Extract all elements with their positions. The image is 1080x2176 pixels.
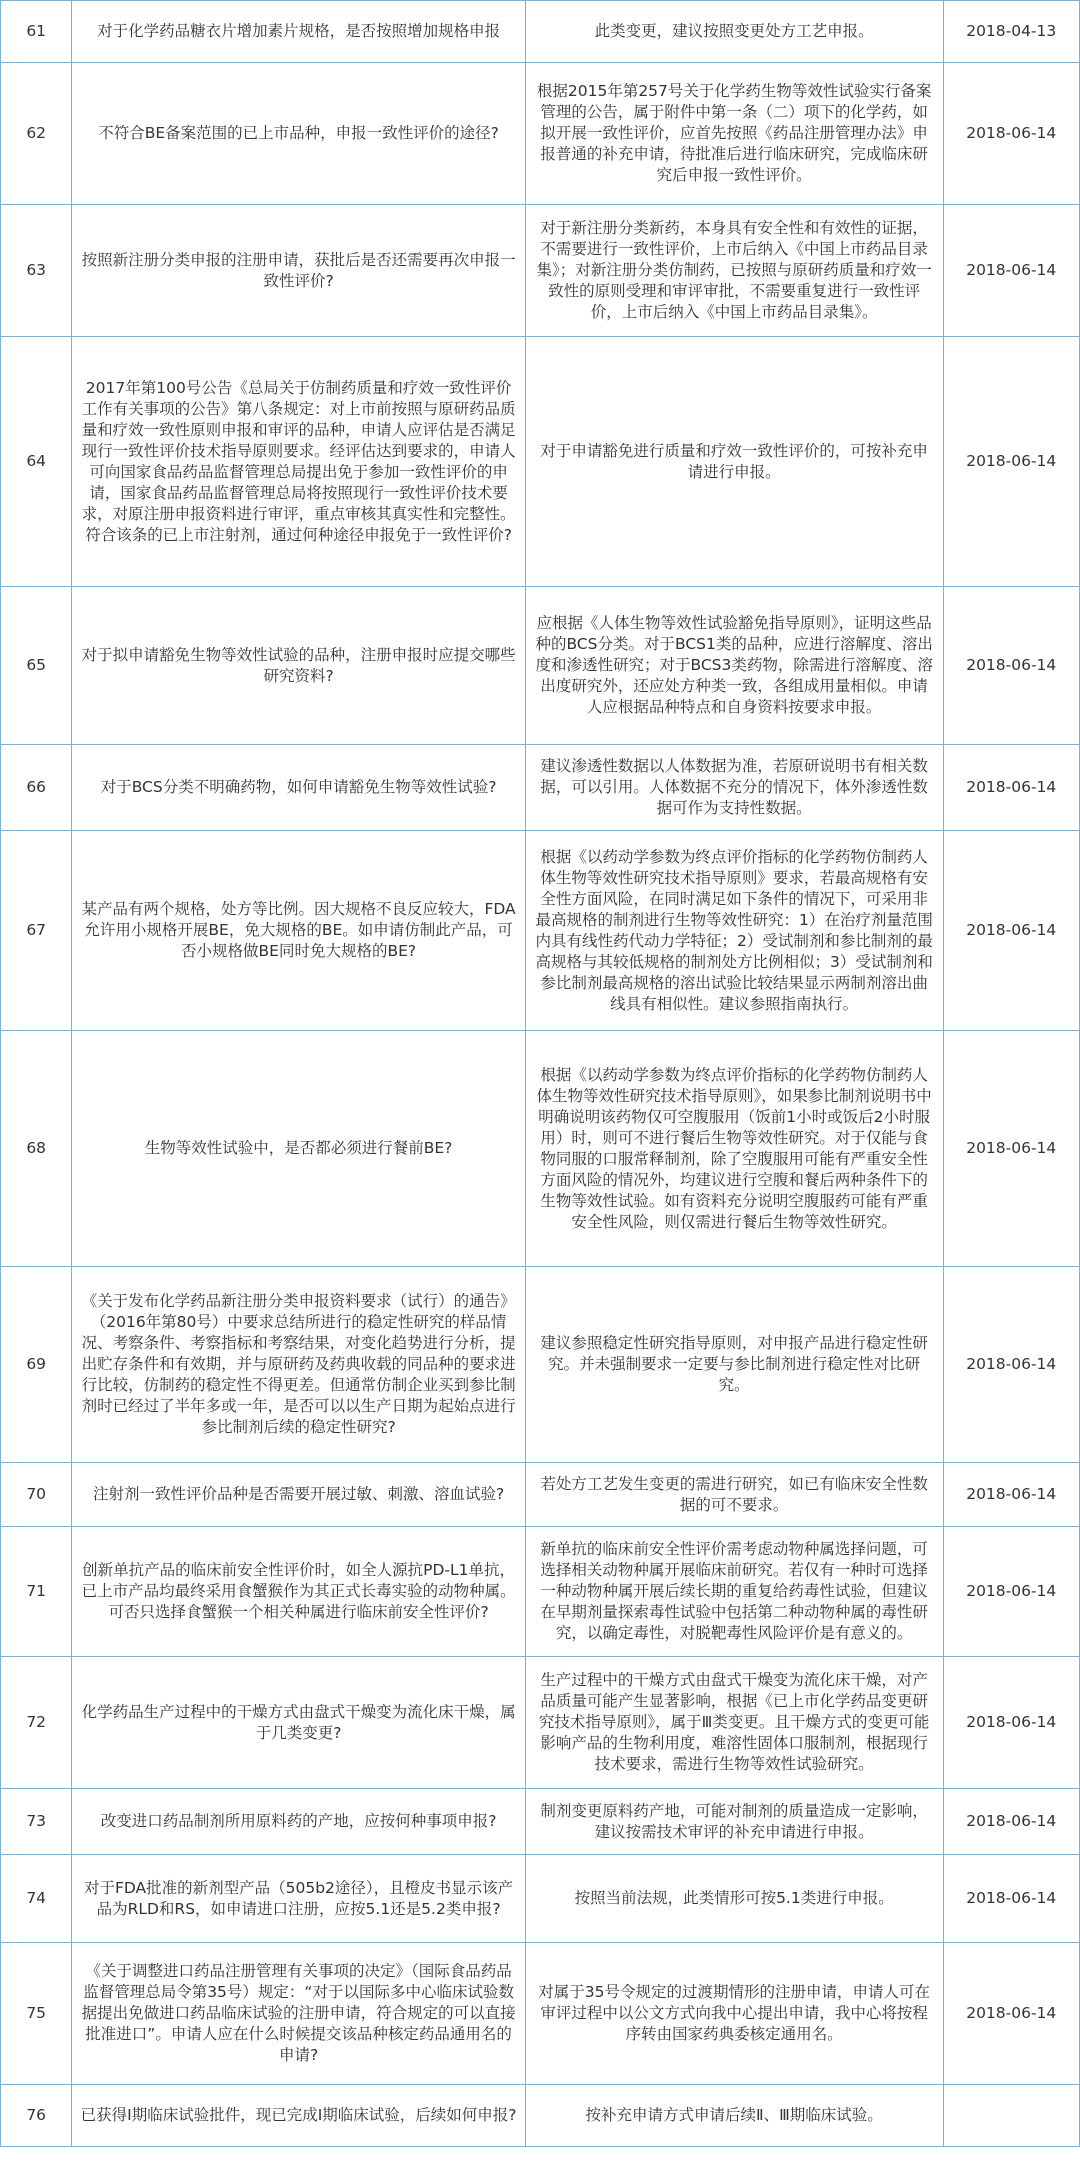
row-number: 64 [1,337,72,587]
date-cell: 2018-06-14 [943,1031,1079,1267]
question-cell: 对于BCS分类不明确药物，如何申请豁免生物等效性试验? [72,745,525,831]
question-cell: 《关于发布化学药品新注册分类申报资料要求（试行）的通告》（2016年第80号）中要求总结所进行的稳定性研究的样品情况、考察条件、考察指标和考察结果，对变化趋势进行分析，提出贮存条件和有效期，并与原研药及药典收载的同品种的要求进行比较，仿制药的稳定性不得更差。但通常仿制企业买到参比制剂时已经过了半年多或一年，是否可以以生产日期为起始点进行参比制剂后续的稳定性研究? [72,1267,525,1463]
answer-cell: 对于申请豁免进行质量和疗效一致性评价的，可按补充申请进行申报。 [525,337,943,587]
table-row [1,745,1080,831]
date-cell: 2018-06-14 [943,1463,1079,1527]
question-cell: 按照新注册分类申报的注册申请，获批后是否还需要再次申报一致性评价? [72,205,525,337]
table-row [1,1031,1080,1267]
question-cell: 生物等效性试验中，是否都必须进行餐前BE? [72,1031,525,1267]
row-number: 69 [1,1267,72,1463]
date-cell: 2018-04-13 [943,1,1079,63]
question-cell: 改变进口药品制剂所用原料药的产地，应按何种事项申报? [72,1789,525,1855]
table-row [1,587,1080,745]
answer-cell: 此类变更，建议按照变更处方工艺申报。 [525,1,943,63]
row-number: 76 [1,2085,72,2147]
answer-cell: 对属于35号令规定的过渡期情形的注册申请，申请人可在审评过程中以公文方式向我中心提出申请，我中心将按程序转由国家药典委核定通用名。 [525,1943,943,2085]
table-row [1,63,1080,205]
row-number: 65 [1,587,72,745]
table-row [1,1855,1080,1943]
row-number: 66 [1,745,72,831]
answer-cell: 若处方工艺发生变更的需进行研究，如已有临床安全性数据的可不要求。 [525,1463,943,1527]
date-cell: 2018-06-14 [943,587,1079,745]
question-cell: 化学药品生产过程中的干燥方式由盘式干燥变为流化床干燥，属于几类变更? [72,1657,525,1789]
question-cell: 对于拟申请豁免生物等效性试验的品种，注册申报时应提交哪些研究资料? [72,587,525,745]
date-cell: 2018-06-14 [943,1789,1079,1855]
row-number: 70 [1,1463,72,1527]
table-row [1,337,1080,587]
date-cell: 2018-06-14 [943,1657,1079,1789]
table-row [1,1,1080,63]
date-cell: 2018-06-14 [943,1855,1079,1943]
row-number: 73 [1,1789,72,1855]
date-cell: 2018-06-14 [943,1267,1079,1463]
row-number: 75 [1,1943,72,2085]
answer-cell: 应根据《人体生物等效性试验豁免指导原则》，证明这些品种的BCS分类。对于BCS1类的品种，应进行溶解度、溶出度和渗透性研究；对于BCS3类药物，除需进行溶解度、溶出度研究外，还应处方种类一致，各组成用量相似。申请人应根据品种特点和自身资料按要求申报。 [525,587,943,745]
answer-cell: 新单抗的临床前安全性评价需考虑动物种属选择问题，可选择相关动物种属开展临床前研究。若仅有一种时可选择一种动物种属开展后续长期的重复给药毒性试验，但建议在早期剂量探索毒性试验中包括第二种动物种属的毒性研究，以确定毒性，对脱靶毒性风险评价是有意义的。 [525,1527,943,1657]
table-row [1,1527,1080,1657]
question-cell: 某产品有两个规格，处方等比例。因大规格不良反应较大，FDA允许用小规格开展BE，免大规格的BE。如申请仿制此产品，可否小规格做BE同时免大规格的BE? [72,831,525,1031]
date-cell: 2018-06-14 [943,205,1079,337]
question-cell: 《关于调整进口药品注册管理有关事项的决定》（国际食品药品监督管理总局令第35号）规定：“对于以国际多中心临床试验数据提出免做进口药品临床试验的注册申请，符合规定的可以直接批准进口”。申请人应在什么时候提交该品种核定药品通用名的申请? [72,1943,525,2085]
question-cell: 已获得I期临床试验批件，现已完成Ⅰ期临床试验，后续如何申报? [72,2085,525,2147]
row-number: 61 [1,1,72,63]
answer-cell: 制剂变更原料药产地，可能对制剂的质量造成一定影响，建议按需技术审评的补充申请进行申报。 [525,1789,943,1855]
table-row [1,1267,1080,1463]
table-row [1,205,1080,337]
answer-cell: 按补充申请方式申请后续Ⅱ、Ⅲ期临床试验。 [525,2085,943,2147]
answer-cell: 根据2015年第257号关于化学药生物等效性试验实行备案管理的公告，属于附件中第一条（二）项下的化学药，如拟开展一致性评价，应首先按照《药品注册管理办法》申报普通的补充申请，待批准后进行临床研究，完成临床研究后申报一致性评价。 [525,63,943,205]
date-cell: 2018-06-14 [943,1943,1079,2085]
row-number: 63 [1,205,72,337]
row-number: 68 [1,1031,72,1267]
question-cell: 对于FDA批准的新剂型产品（505b2途径），且橙皮书显示该产品为RLD和RS，如申请进口注册，应按5.1还是5.2类申报? [72,1855,525,1943]
answer-cell: 根据《以药动学参数为终点评价指标的化学药物仿制药人体生物等效性研究技术指导原则》，如果参比制剂说明书中明确说明该药物仅可空腹服用（饭前1小时或饭后2小时服用）时，则可不进行餐后生物等效性研究。对于仅能与食物同服的口服常释制剂，除了空腹服用可能有严重安全性方面风险的情况外，均建议进行空腹和餐后两种条件下的生物等效性试验。如有资料充分说明空腹服药可能有严重安全性风险，则仅需进行餐后生物等效性研究。 [525,1031,943,1267]
question-cell: 不符合BE备案范围的已上市品种，申报一致性评价的途径? [72,63,525,205]
table-row [1,831,1080,1031]
row-number: 71 [1,1527,72,1657]
date-cell: 2018-06-14 [943,63,1079,205]
date-cell [943,2085,1079,2147]
answer-cell: 建议渗透性数据以人体数据为准，若原研说明书有相关数据，可以引用。人体数据不充分的情况下，体外渗透性数据可作为支持性数据。 [525,745,943,831]
row-number: 72 [1,1657,72,1789]
table-row [1,2085,1080,2147]
row-number: 62 [1,63,72,205]
question-cell: 对于化学药品糖衣片增加素片规格，是否按照增加规格申报 [72,1,525,63]
answer-cell: 生产过程中的干燥方式由盘式干燥变为流化床干燥，对产品质量可能产生显著影响，根据《已上市化学药品变更研究技术指导原则》，属于Ⅲ类变更。且干燥方式的变更可能影响产品的生物利用度，难溶性固体口服制剂，根据现行技术要求，需进行生物等效性试验研究。 [525,1657,943,1789]
question-cell: 2017年第100号公告《总局关于仿制药质量和疗效一致性评价工作有关事项的公告》第八条规定：对上市前按照与原研药品质量和疗效一致性原则申报和审评的品种，申请人应评估是否满足现行一致性评价技术指导原则要求。经评估达到要求的，申请人可向国家食品药品监督管理总局提出免于参加一致性评价的申请，国家食品药品监督管理总局将按照现行一致性评价技术要求，对原注册申报资料进行审评，重点审核其真实性和完整性。符合该条的已上市注射剂，通过何种途径申报免于一致性评价? [72,337,525,587]
table-row [1,1657,1080,1789]
date-cell: 2018-06-14 [943,1527,1079,1657]
date-cell: 2018-06-14 [943,831,1079,1031]
table-row [1,1789,1080,1855]
date-cell: 2018-06-14 [943,337,1079,587]
answer-cell: 按照当前法规，此类情形可按5.1类进行申报。 [525,1855,943,1943]
question-cell: 创新单抗产品的临床前安全性评价时，如全人源抗PD-L1单抗，已上市产品均最终采用食蟹猴作为其正式长毒实验的动物种属。可否只选择食蟹猴一个相关种属进行临床前安全性评价? [72,1527,525,1657]
answer-cell: 根据《以药动学参数为终点评价指标的化学药物仿制药人体生物等效性研究技术指导原则》要求，若最高规格有安全性方面风险，在同时满足如下条件的情况下，可采用非最高规格的制剂进行生物等效性研究：1）在治疗剂量范围内具有线性药代动力学特征；2）受试制剂和参比制剂的最高规格与其较低规格的制剂处方比例相似；3）受试制剂和参比制剂最高规格的溶出试验比较结果显示两制剂溶出曲线具有相似性。建议参照指南执行。 [525,831,943,1031]
answer-cell: 建议参照稳定性研究指导原则，对申报产品进行稳定性研究。并未强制要求一定要与参比制剂进行稳定性对比研究。 [525,1267,943,1463]
table-row [1,1463,1080,1527]
answer-cell: 对于新注册分类新药，本身具有安全性和有效性的证据，不需要进行一致性评价，上市后纳入《中国上市药品目录集》；对新注册分类仿制药，已按照与原研药质量和疗效一致性的原则受理和审评审批，不需要重复进行一致性评价，上市后纳入《中国上市药品目录集》。 [525,205,943,337]
question-cell: 注射剂一致性评价品种是否需要开展过敏、刺激、溶血试验? [72,1463,525,1527]
date-cell: 2018-06-14 [943,745,1079,831]
table-row [1,1943,1080,2085]
row-number: 67 [1,831,72,1031]
row-number: 74 [1,1855,72,1943]
